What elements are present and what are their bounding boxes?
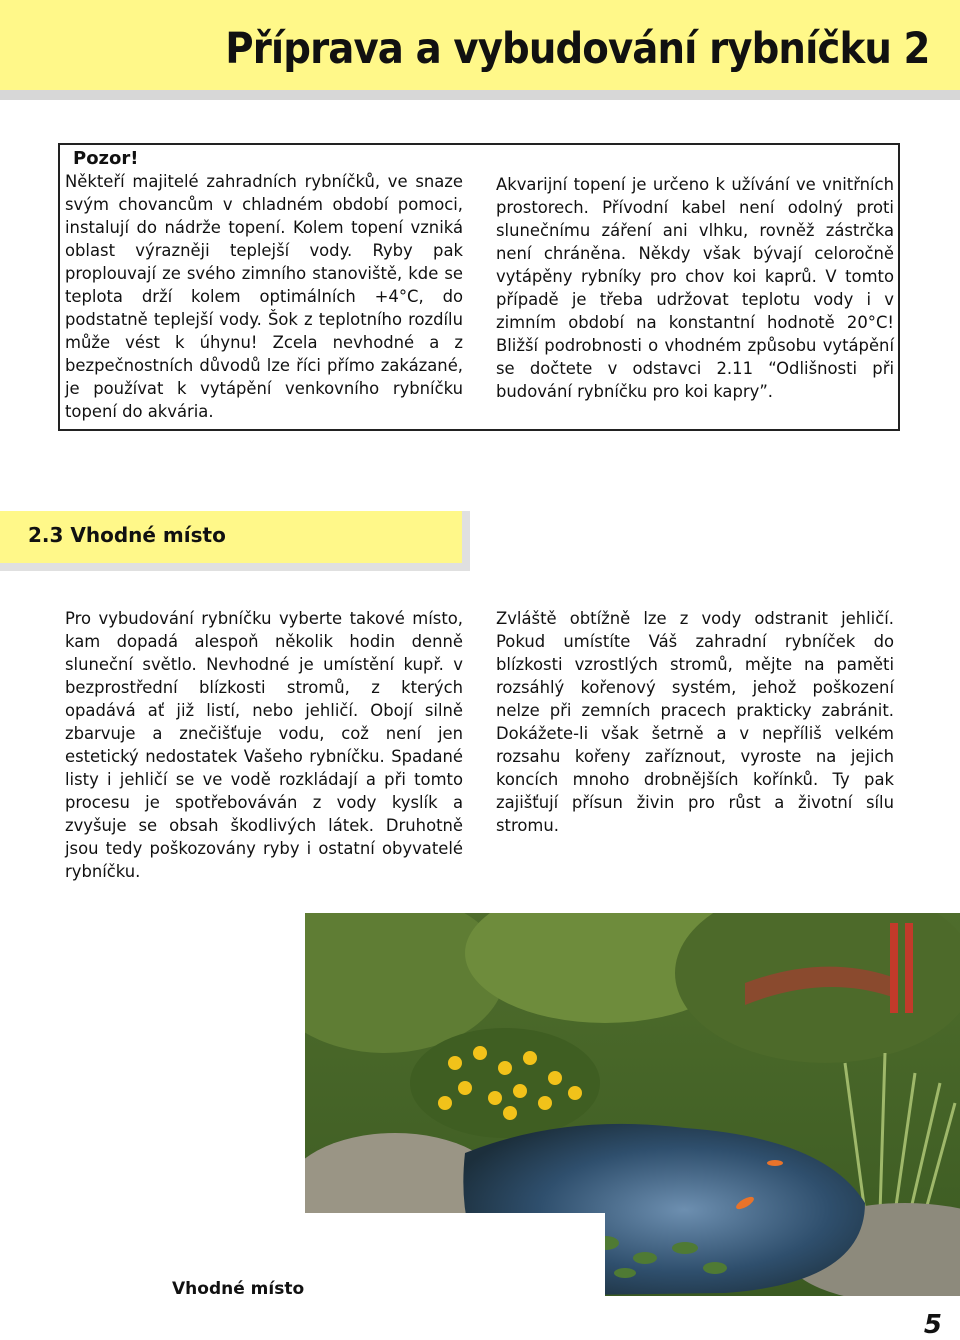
section-heading-bar bbox=[0, 511, 470, 571]
warning-left-text: Někteří majitelé zahradních rybníčků, ve snaze svým chovancům v chladném období pomoci, instalují do nádrže topení. Kolem topení vzniká oblast výrazněji teplejší vody. Ryby pak proplouvají ze svého zimního stanoviště, kde se teplota drží kolem optimálních +4°C, do podstatně teplejší vody. Šok z teplotního rozdílu může vést k úhynu! Zcela nevhodné a z bezpečnostních důvodů lze říci přímo zakázané, je používat k vytápění venkovního rybníčku topení do akvária. bbox=[65, 172, 463, 421]
section-right-text: Zvláště obtížně lze z vody odstranit jehličí. Pokud umístíte Váš zahradní rybníček do blízkosti vzrostlých stromů, mějte na paměti rozsáhlý kořenový systém, jehož poškození nelze při zemních pracech prakticky zabránit. Dokážete-li však šetrně a v nepříliš velkém rozsahu kořeny zaříznout, vyroste na jejich koncích mnoho drobnějších kořínků. Ty pak zajišťují přísun živin pro růst a životní sílu stromu. bbox=[496, 609, 894, 835]
section-left-text: Pro vybudování rybníčku vyberte takové místo, kam dopadá alespoň několik hodin denně sluneční světlo. Nevhodné je umístění kupř. v bezprostřední blízkosti stromů, z kterých opadává ať již listí, nebo jehličí. Obojí silně zbarvuje a znečišťuje vodu, což není jen estetický nedostatek Vašeho rybníčku. Spadané listy i jehličí se ve vodě rozkládají a při tomto procesu je spotřebováván z vody kyslík a zvyšuje se obsah škodlivých látek. Druhotně jsou tedy poškozovány ryby i ostatní obyvatelé rybníčku. bbox=[65, 609, 463, 881]
warning-title: Pozor! bbox=[73, 148, 139, 169]
section-left-column bbox=[65, 607, 463, 883]
title-bar bbox=[0, 0, 960, 100]
page-number: 5 bbox=[923, 1310, 942, 1340]
warning-right-text: Akvarijní topení je určeno k užívání ve vnitřních prostorech. Přívodní kabel není odolný proti slunečnímu záření ani vlhku, rovněž zástrčka není chráněna. Někdy však bývají celoročně vytápěny rybníky pro chov koi kaprů. V tomto případě je třeba udržovat teplotu vody i v zimním období na konstantní hodnotě 20°C! Bližší podrobnosti o vhodném způsobu vytápění se dočtete v odstavci 2.11 “Odlišnosti při budování rybníčku pro koi kapry”. bbox=[496, 175, 894, 401]
page-title: Příprava a vybudování rybníčku 2 bbox=[225, 24, 930, 74]
section-right-column bbox=[496, 607, 894, 837]
pond-photo bbox=[305, 913, 960, 1296]
section-heading: 2.3 Vhodné místo bbox=[28, 523, 226, 547]
photo-caption: Vhodné místo bbox=[172, 1279, 305, 1299]
warning-left-column bbox=[65, 148, 463, 423]
warning-right-column bbox=[496, 173, 894, 403]
